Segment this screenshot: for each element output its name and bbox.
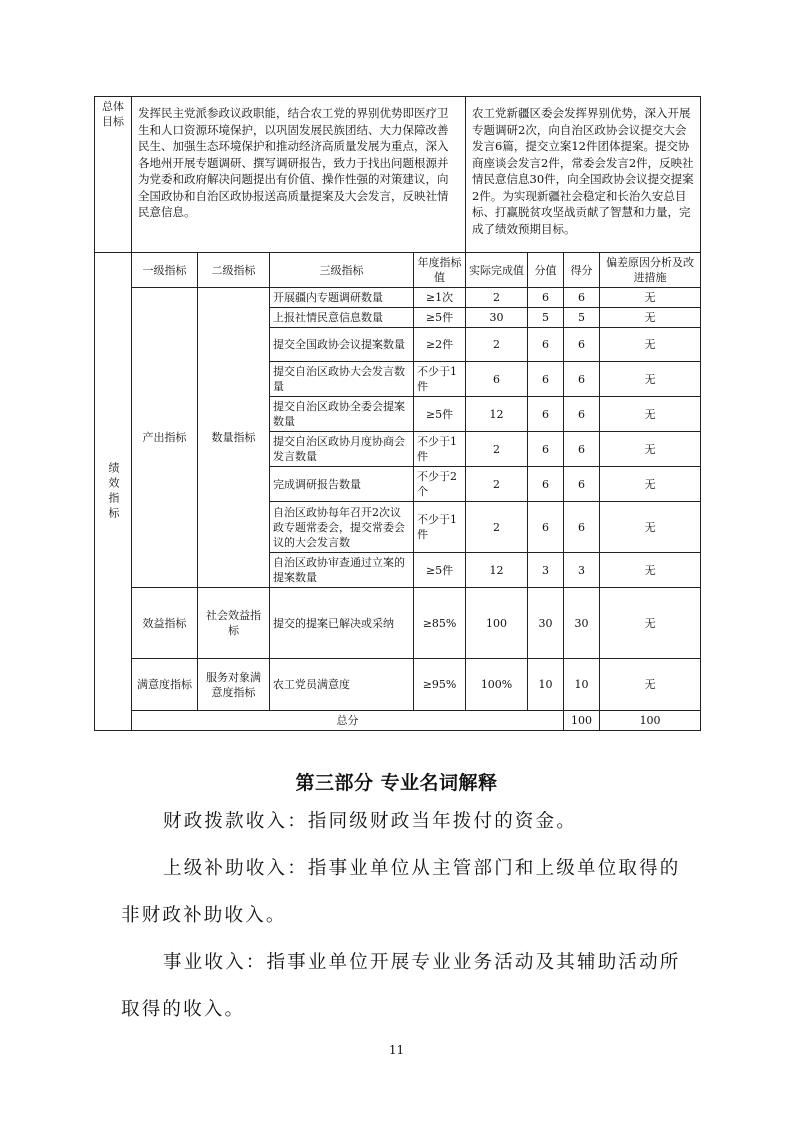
- row-weight: 6: [528, 362, 564, 397]
- row-score: 6: [564, 362, 600, 397]
- table-row: [95, 288, 701, 308]
- benefit-name: 提交的提案已解决或采纳: [270, 588, 414, 659]
- row-score: 6: [564, 432, 600, 467]
- header-row: [95, 253, 701, 288]
- header-note: 偏差原因分析及改进措施: [600, 253, 701, 288]
- benefit-note: 无: [600, 588, 701, 659]
- satisfaction-level2: 服务对象满意度指标: [198, 659, 270, 711]
- row-score: 6: [564, 467, 600, 502]
- row-weight: 5: [528, 308, 564, 328]
- satisfaction-level1: 满意度指标: [132, 659, 198, 711]
- row-score: 6: [564, 328, 600, 362]
- row-weight: 6: [528, 432, 564, 467]
- row-note: 无: [600, 288, 701, 308]
- row-actual: 6: [466, 362, 528, 397]
- goal-actual-text: 农工党新疆区委会发挥界别优势，深入开展专题调研2次，向自治区政协会议提交大会发言6篇，提交立案12件团体提案。提交协商座谈会发言2件，常委会发言2件，反映社情民意信息30件，向全国政协会议提交提案2件。为实现新疆社会稳定和长治久安总目标、打赢脱贫攻坚战贡献了智慧和力量，完成了绩效预期目标。: [472, 106, 694, 236]
- row-note: 无: [600, 362, 701, 397]
- benefit-row: [95, 588, 701, 659]
- row-actual: 30: [466, 308, 528, 328]
- total-score: 100: [600, 711, 701, 731]
- row-target: 不少于1件: [414, 502, 466, 553]
- paragraph: 财政拨款收入：指同级财政当年拨付的资金。: [163, 811, 578, 832]
- row-note: 无: [600, 502, 701, 553]
- row-note: 无: [600, 308, 701, 328]
- row-name: 提交自治区政协月度协商会发言数量: [270, 432, 414, 467]
- satisfaction-weight: 10: [528, 659, 564, 711]
- row-name: 提交自治区政协全委会提案数量: [270, 397, 414, 432]
- row-name: 自治区政协每年召开2次议政专题常委会，提交常委会议的大会发言数: [270, 502, 414, 553]
- benefit-level1: 效益指标: [132, 588, 198, 659]
- row-target: ≥5件: [414, 553, 466, 588]
- row-actual: 2: [466, 467, 528, 502]
- output-label: 产出指标: [132, 288, 198, 588]
- satisfaction-row: [95, 659, 701, 711]
- row-weight: 6: [528, 467, 564, 502]
- total-label: 总分: [132, 711, 564, 731]
- row-score: 3: [564, 553, 600, 588]
- row-target: 不少于1件: [414, 432, 466, 467]
- total-weight: 100: [564, 711, 600, 731]
- satisfaction-actual: 100%: [466, 659, 528, 711]
- row-name: 提交全国政协会议提案数量: [270, 328, 414, 362]
- row-target: ≥5件: [414, 308, 466, 328]
- section-title: 第三部分 专业名词解释: [295, 772, 498, 794]
- row-note: 无: [600, 467, 701, 502]
- row-target: ≥1次: [414, 288, 466, 308]
- goal-planned-text: 发挥民主党派参政议政职能，结合农工党的界别优势即医疗卫生和人口资源环境保护，以巩固发展民族团结、大力保障改善民生、加强生态环境保护和推动经济高质量发展为重点，深入各地州开展专题调研、撰写调研报告，致力于找出问题根源并为党委和政府解决问题提出有价值、操作性强的对策建议，向全国政协和自治区政协报送高质量提案及大会发言，反映社情民意信息。: [138, 106, 449, 219]
- header-level2: 二级指标: [198, 253, 270, 288]
- header-score: 得分: [564, 253, 600, 288]
- row-actual: 2: [466, 288, 528, 308]
- header-level1: 一级指标: [132, 253, 198, 288]
- row-actual: 12: [466, 397, 528, 432]
- row-note: 无: [600, 432, 701, 467]
- row-weight: 6: [528, 397, 564, 432]
- satisfaction-name: 农工党员满意度: [270, 659, 414, 711]
- row-score: 6: [564, 288, 600, 308]
- row-weight: 6: [528, 288, 564, 308]
- satisfaction-note: 无: [600, 659, 701, 711]
- row-name: 提交自治区政协大会发言数量: [270, 362, 414, 397]
- paragraph: 事业收入：指事业单位开展专业业务活动及其辅助活动所取得的收入。: [121, 952, 681, 1020]
- benefit-actual: 100: [466, 588, 528, 659]
- header-target: 年度指标值: [414, 253, 466, 288]
- row-score: 5: [564, 308, 600, 328]
- row-actual: 12: [466, 553, 528, 588]
- satisfaction-score: 10: [564, 659, 600, 711]
- goal-row: [95, 97, 701, 253]
- row-target: 不少于1件: [414, 362, 466, 397]
- row-actual: 2: [466, 328, 528, 362]
- row-score: 6: [564, 502, 600, 553]
- page-number: 11: [388, 1043, 405, 1057]
- header-level3: 三级指标: [270, 253, 414, 288]
- satisfaction-target: ≥95%: [414, 659, 466, 711]
- goal-planned: [132, 97, 466, 253]
- row-actual: 2: [466, 502, 528, 553]
- goal-actual: [466, 97, 701, 253]
- row-note: 无: [600, 328, 701, 362]
- row-score: 6: [564, 397, 600, 432]
- row-target: ≥2件: [414, 328, 466, 362]
- row-name: 完成调研报告数量: [270, 467, 414, 502]
- row-target: ≥5件: [414, 397, 466, 432]
- header-weight: 分值: [528, 253, 564, 288]
- row-actual: 2: [466, 432, 528, 467]
- paragraph: 上级补助收入：指事业单位从主管部门和上级单位取得的非财政补助收入。: [121, 858, 681, 926]
- row-name: 自治区政协审查通过立案的提案数量: [270, 553, 414, 588]
- row-weight: 6: [528, 328, 564, 362]
- row-name: 开展疆内专题调研数量: [270, 288, 414, 308]
- row-note: 无: [600, 553, 701, 588]
- benefit-level2: 社会效益指标: [198, 588, 270, 659]
- indicators-side-label: 绩效指标: [95, 253, 132, 731]
- goal-title: 总体目标: [95, 97, 132, 253]
- row-target: 不少于2个: [414, 467, 466, 502]
- quantity-label: 数量指标: [198, 288, 270, 588]
- total-row: [95, 711, 701, 731]
- benefit-score: 30: [564, 588, 600, 659]
- performance-table: [94, 96, 701, 731]
- row-weight: 6: [528, 502, 564, 553]
- benefit-target: ≥85%: [414, 588, 466, 659]
- header-actual: 实际完成值: [466, 253, 528, 288]
- benefit-weight: 30: [528, 588, 564, 659]
- row-name: 上报社情民意信息数量: [270, 308, 414, 328]
- row-note: 无: [600, 397, 701, 432]
- row-weight: 3: [528, 553, 564, 588]
